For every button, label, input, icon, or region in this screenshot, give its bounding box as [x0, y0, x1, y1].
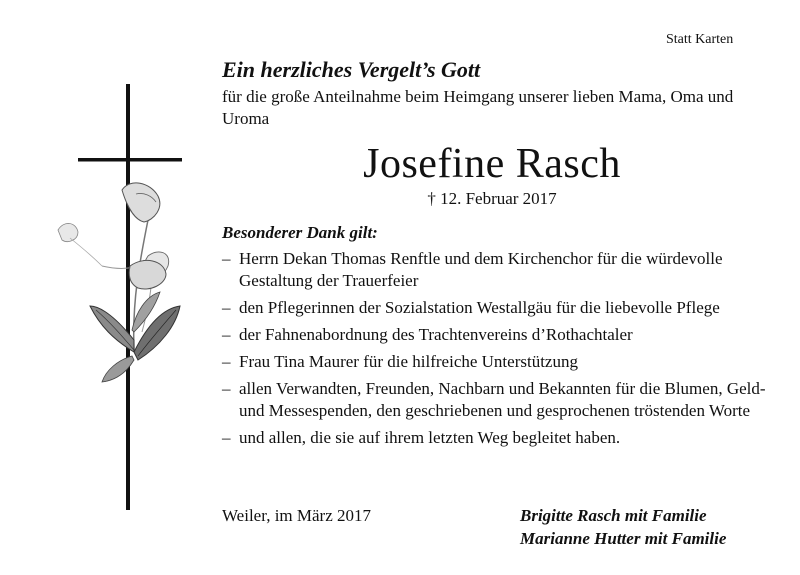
list-dash: –: [222, 352, 231, 371]
thanks-list: [222, 248, 767, 454]
death-date: † 12. Februar 2017: [427, 189, 557, 208]
thanks-heading: Besonderer Dank gilt:: [222, 223, 378, 242]
cross-with-calla-lilies-icon: [40, 70, 200, 510]
list-item: [222, 427, 767, 449]
intro-text: für die große Anteilnahme beim Heimgang unserer lieben Mama, Oma und Uroma: [222, 87, 734, 128]
list-dash: –: [222, 298, 231, 317]
list-item: [222, 378, 767, 422]
place-date: Weiler, im März 2017: [222, 506, 372, 525]
list-item-text: allen Verwandten, Freunden, Nachbarn und Bekannten für die Blumen, Geld- und Messespenden, den geschriebenen und gesprochenen tröstenden Worte: [239, 379, 766, 420]
list-dash: –: [222, 379, 231, 398]
statt-karten-note: Statt Karten: [666, 32, 734, 47]
signature-1: Brigitte Rasch mit Familie: [520, 506, 707, 525]
list-item-text: Frau Tina Maurer für die hilfreiche Unterstützung: [239, 352, 578, 371]
list-item: [222, 351, 767, 373]
list-dash: –: [222, 249, 231, 268]
list-dash: –: [222, 428, 231, 447]
list-item-text: der Fahnenabordnung des Trachtenvereins d’Rothachtaler: [239, 325, 633, 344]
list-item-text: Herrn Dekan Thomas Renftle und dem Kirchenchor für die würdevolle Gestaltung der Trauerfeier: [239, 249, 723, 290]
list-dash: –: [222, 325, 231, 344]
list-item: [222, 324, 767, 346]
signature-2: Marianne Hutter mit Familie: [520, 529, 727, 548]
list-item-text: den Pflegerinnen der Sozialstation Westallgäu für die liebevolle Pflege: [239, 298, 720, 317]
deceased-name: Josefine Rasch: [363, 141, 621, 187]
list-item-text: und allen, die sie auf ihrem letzten Weg begleitet haben.: [239, 428, 621, 447]
list-item: [222, 297, 767, 319]
headline: Ein herzliches Vergelt’s Gott: [222, 57, 481, 82]
list-item: [222, 248, 767, 292]
